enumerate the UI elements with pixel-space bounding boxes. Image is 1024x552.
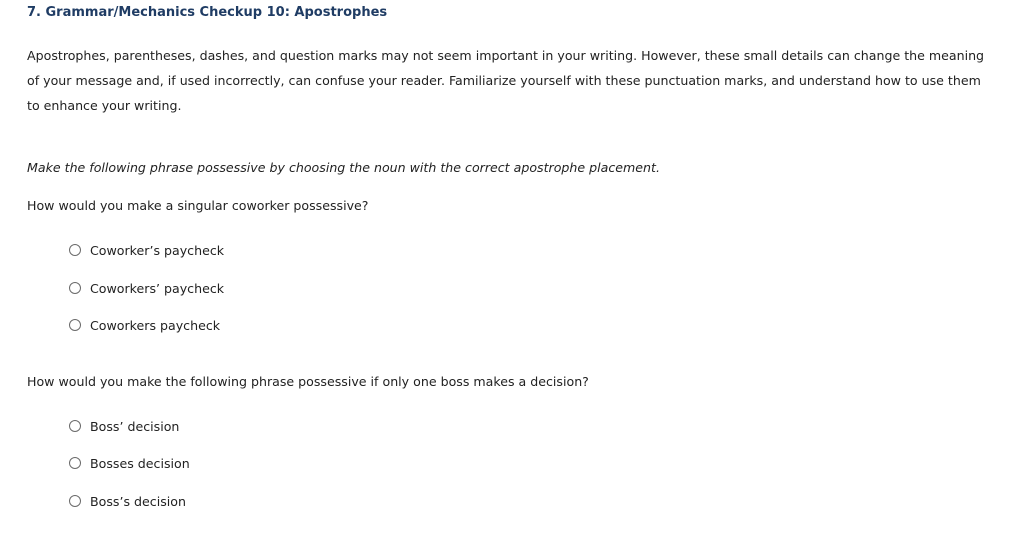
intro-paragraph: Apostrophes, parentheses, dashes, and question marks may not seem important in your writing. However, these small details can change the meaning of your message and, if used incorrectly, can confuse your reader. Familiarize yourself with these punctuation marks, and understand how to use them to enhance your writing. — [27, 48, 985, 113]
option-label: Coworkers’ paycheck — [90, 280, 225, 296]
question-2-prompt: How would you make the following phrase possessive if only one boss makes a decision? — [27, 374, 589, 389]
option-label: Boss’s decision — [90, 493, 186, 509]
question-1-option-3[interactable] — [69, 316, 220, 334]
question-2-option-1[interactable] — [69, 417, 179, 435]
option-label: Coworkers paycheck — [90, 317, 221, 333]
radio-button[interactable] — [69, 282, 81, 294]
option-label: Coworker’s paycheck — [90, 242, 225, 258]
radio-button[interactable] — [69, 244, 81, 256]
question-2-option-2[interactable] — [69, 454, 190, 472]
radio-button[interactable] — [69, 457, 81, 469]
radio-button[interactable] — [69, 420, 81, 432]
question-1-option-1[interactable] — [69, 241, 224, 259]
option-label: Boss’ decision — [90, 418, 180, 434]
page-title: 7. Grammar/Mechanics Checkup 10: Apostrophes — [27, 5, 388, 20]
radio-button[interactable] — [69, 495, 81, 507]
instruction-text: Make the following phrase possessive by choosing the noun with the correct apostrophe placement. — [27, 160, 660, 175]
radio-button[interactable] — [69, 319, 81, 331]
option-label: Bosses decision — [90, 455, 190, 471]
question-1-option-2[interactable] — [69, 279, 224, 297]
question-1-prompt: How would you make a singular coworker possessive? — [27, 198, 369, 213]
question-2-option-3[interactable] — [69, 492, 186, 510]
